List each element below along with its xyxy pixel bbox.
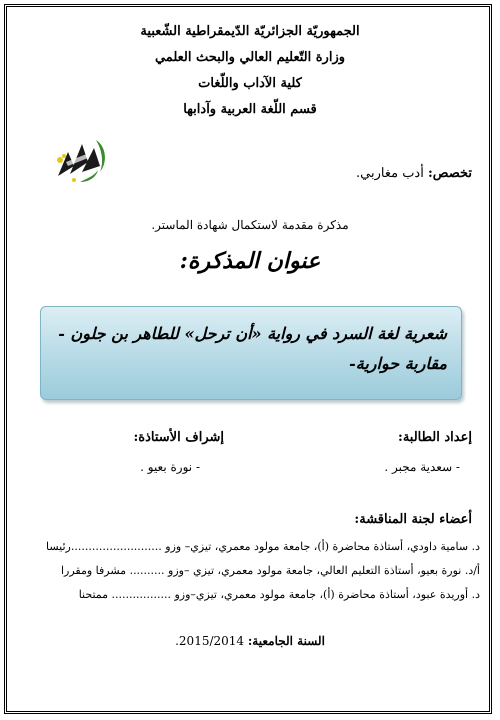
memo-title-label: عنوان المذكرة:	[179, 248, 321, 274]
supervisor-name: - نورة بعيو .	[140, 460, 200, 474]
academic-year	[0, 634, 500, 648]
jury-member: د. سامية داودي، أستاذة محاضرة (أ)، جامعة مولود معمري، تيزي– وزو ..........................رئيسا	[46, 540, 480, 553]
jury-member: أ/د. نورة بعيو، أستاذة التعليم العالي، جامعة مولود معمري، تيزي –وزو .......... مشرفا ومقررا	[60, 564, 480, 577]
republic-name: الجمهوريّة الجزائريّة الدّيمقراطية الشّعبية	[140, 24, 360, 39]
memo-title: شعرية لغة السرد في رواية «أن ترحل» للطاهر بن جلون - مقاربة حوارية-	[58, 324, 447, 373]
jury-label: أعضاء لجنة المناقشة:	[354, 512, 472, 527]
student-label: إعداد الطالبة:	[398, 430, 472, 445]
faculty-name: كلية الآداب واللّغات	[198, 76, 302, 91]
specialty-label: تخصص:	[427, 166, 472, 181]
specialty-value: أدب مغاربي.	[356, 166, 424, 181]
student-name: - سعدية مجبر .	[384, 460, 460, 474]
department-name: قسم اللّغة العربية وآدابها	[183, 102, 317, 117]
university-logo-icon	[52, 132, 110, 190]
ministry-name: وزارة التّعليم العالي والبحث العلمي	[154, 50, 346, 65]
academic-year-value: 2015/2014.	[175, 634, 245, 648]
academic-year-label: السنة الجامعية:	[247, 634, 325, 648]
jury-member: د. أوريدة عبود، أستاذة محاضرة (أ)، جامعة مولود معمري، تيزي–وزو ................. ممتحنا	[78, 588, 480, 601]
specialty	[356, 166, 472, 181]
supervisor-label: إشراف الأستاذة:	[133, 430, 224, 445]
memo-title-box	[40, 306, 462, 400]
thesis-note: مذكرة مقدمة لاستكمال شهادة الماستر.	[151, 218, 349, 232]
